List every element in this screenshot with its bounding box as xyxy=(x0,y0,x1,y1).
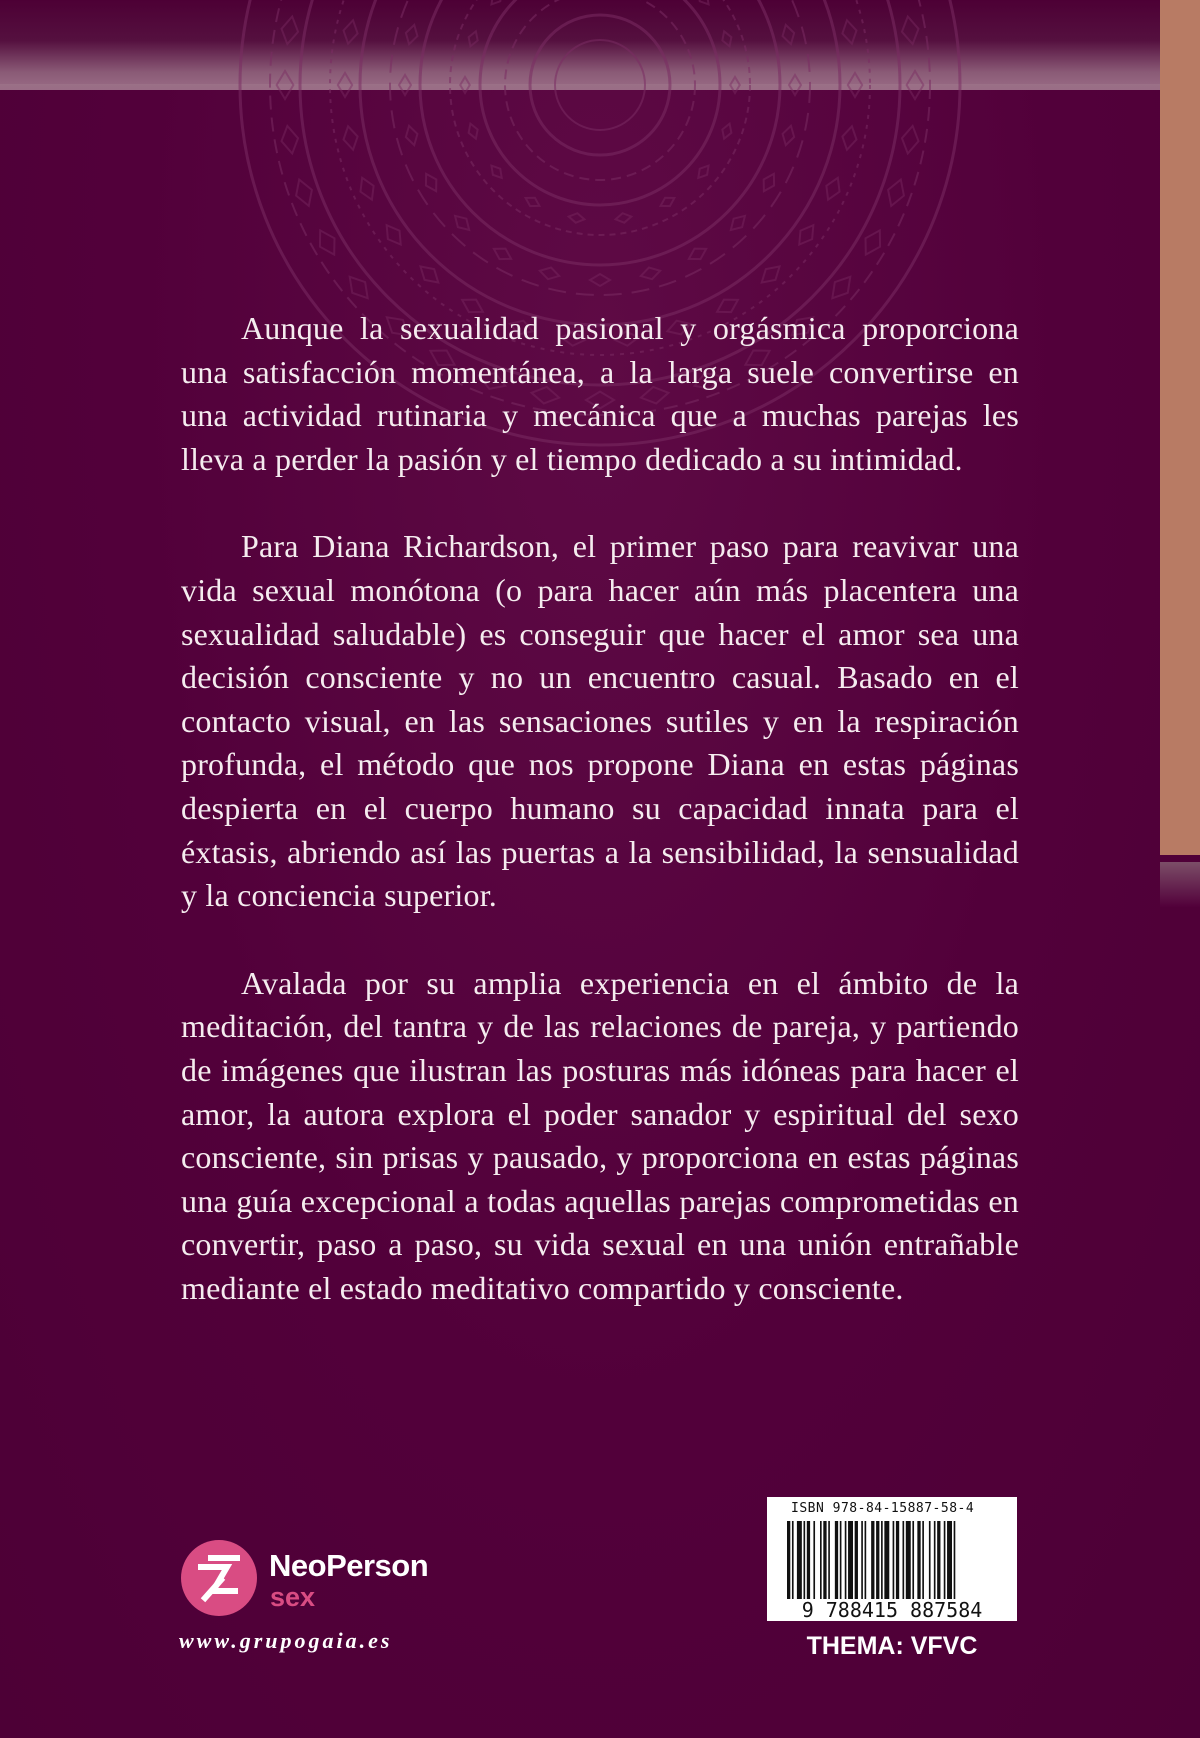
publisher-name: NeoPerson xyxy=(269,1548,429,1583)
publisher-website: www.grupogaia.es xyxy=(179,1628,393,1653)
spine-stub xyxy=(1160,862,1200,907)
blurb-paragraph-1: Aunque la sexualidad pasional y orgásmica proporciona una satisfacción momentánea, a la larga suele convertirse en una actividad rutinaria y mecánica que a muchas parejas les lleva a perder la pasión y el tiempo dedicado a su intimidad. xyxy=(181,310,1019,477)
blurb-paragraph-2: Para Diana Richardson, el primer paso para reavivar una vida sexual monótona (o para hacer aún más placentera una sexualidad saludable) es conseguir que hacer el amor sea una decisión consciente y no un encuentro casual. Basado en el contacto visual, en las sensaciones sutiles y en la respiración profunda, el método que nos propone Diana en estas páginas despierta en el cuerpo humano su capacidad innata para el éxtasis, abriendo así las puertas a la sensibilidad, la sensualidad y la conciencia superior. xyxy=(181,528,1019,914)
barcode-box xyxy=(767,1497,1017,1621)
thema-code: THEMA: VFVC xyxy=(806,1632,978,1660)
spine-strip xyxy=(1160,0,1200,855)
blurb-text xyxy=(181,307,1019,1354)
neoperson-logo-icon xyxy=(181,1540,257,1616)
barcode-digits: 9 788415 887584 xyxy=(801,1598,983,1621)
publisher-logo xyxy=(181,1540,481,1620)
barcode xyxy=(767,1517,1017,1621)
publisher-imprint: sex xyxy=(270,1582,316,1612)
blurb-paragraph-3: Avalada por su amplia experiencia en el ámbito de la meditación, del tantra y de las relaciones de pareja, y partiendo de imágenes que ilustran las posturas más idóneas para hacer el amor, la autora explora el poder sanador y espiritual del sexo consciente, sin prisas y pausado, y proporciona en estas páginas una guía excepcional a todas aquellas parejas comprometidas en convertir, paso a paso, su vida sexual en una unión entrañable mediante el estado meditativo compartido y consciente. xyxy=(181,964,1019,1306)
isbn-label: ISBN 978-84-15887-58-4 xyxy=(791,1501,975,1516)
